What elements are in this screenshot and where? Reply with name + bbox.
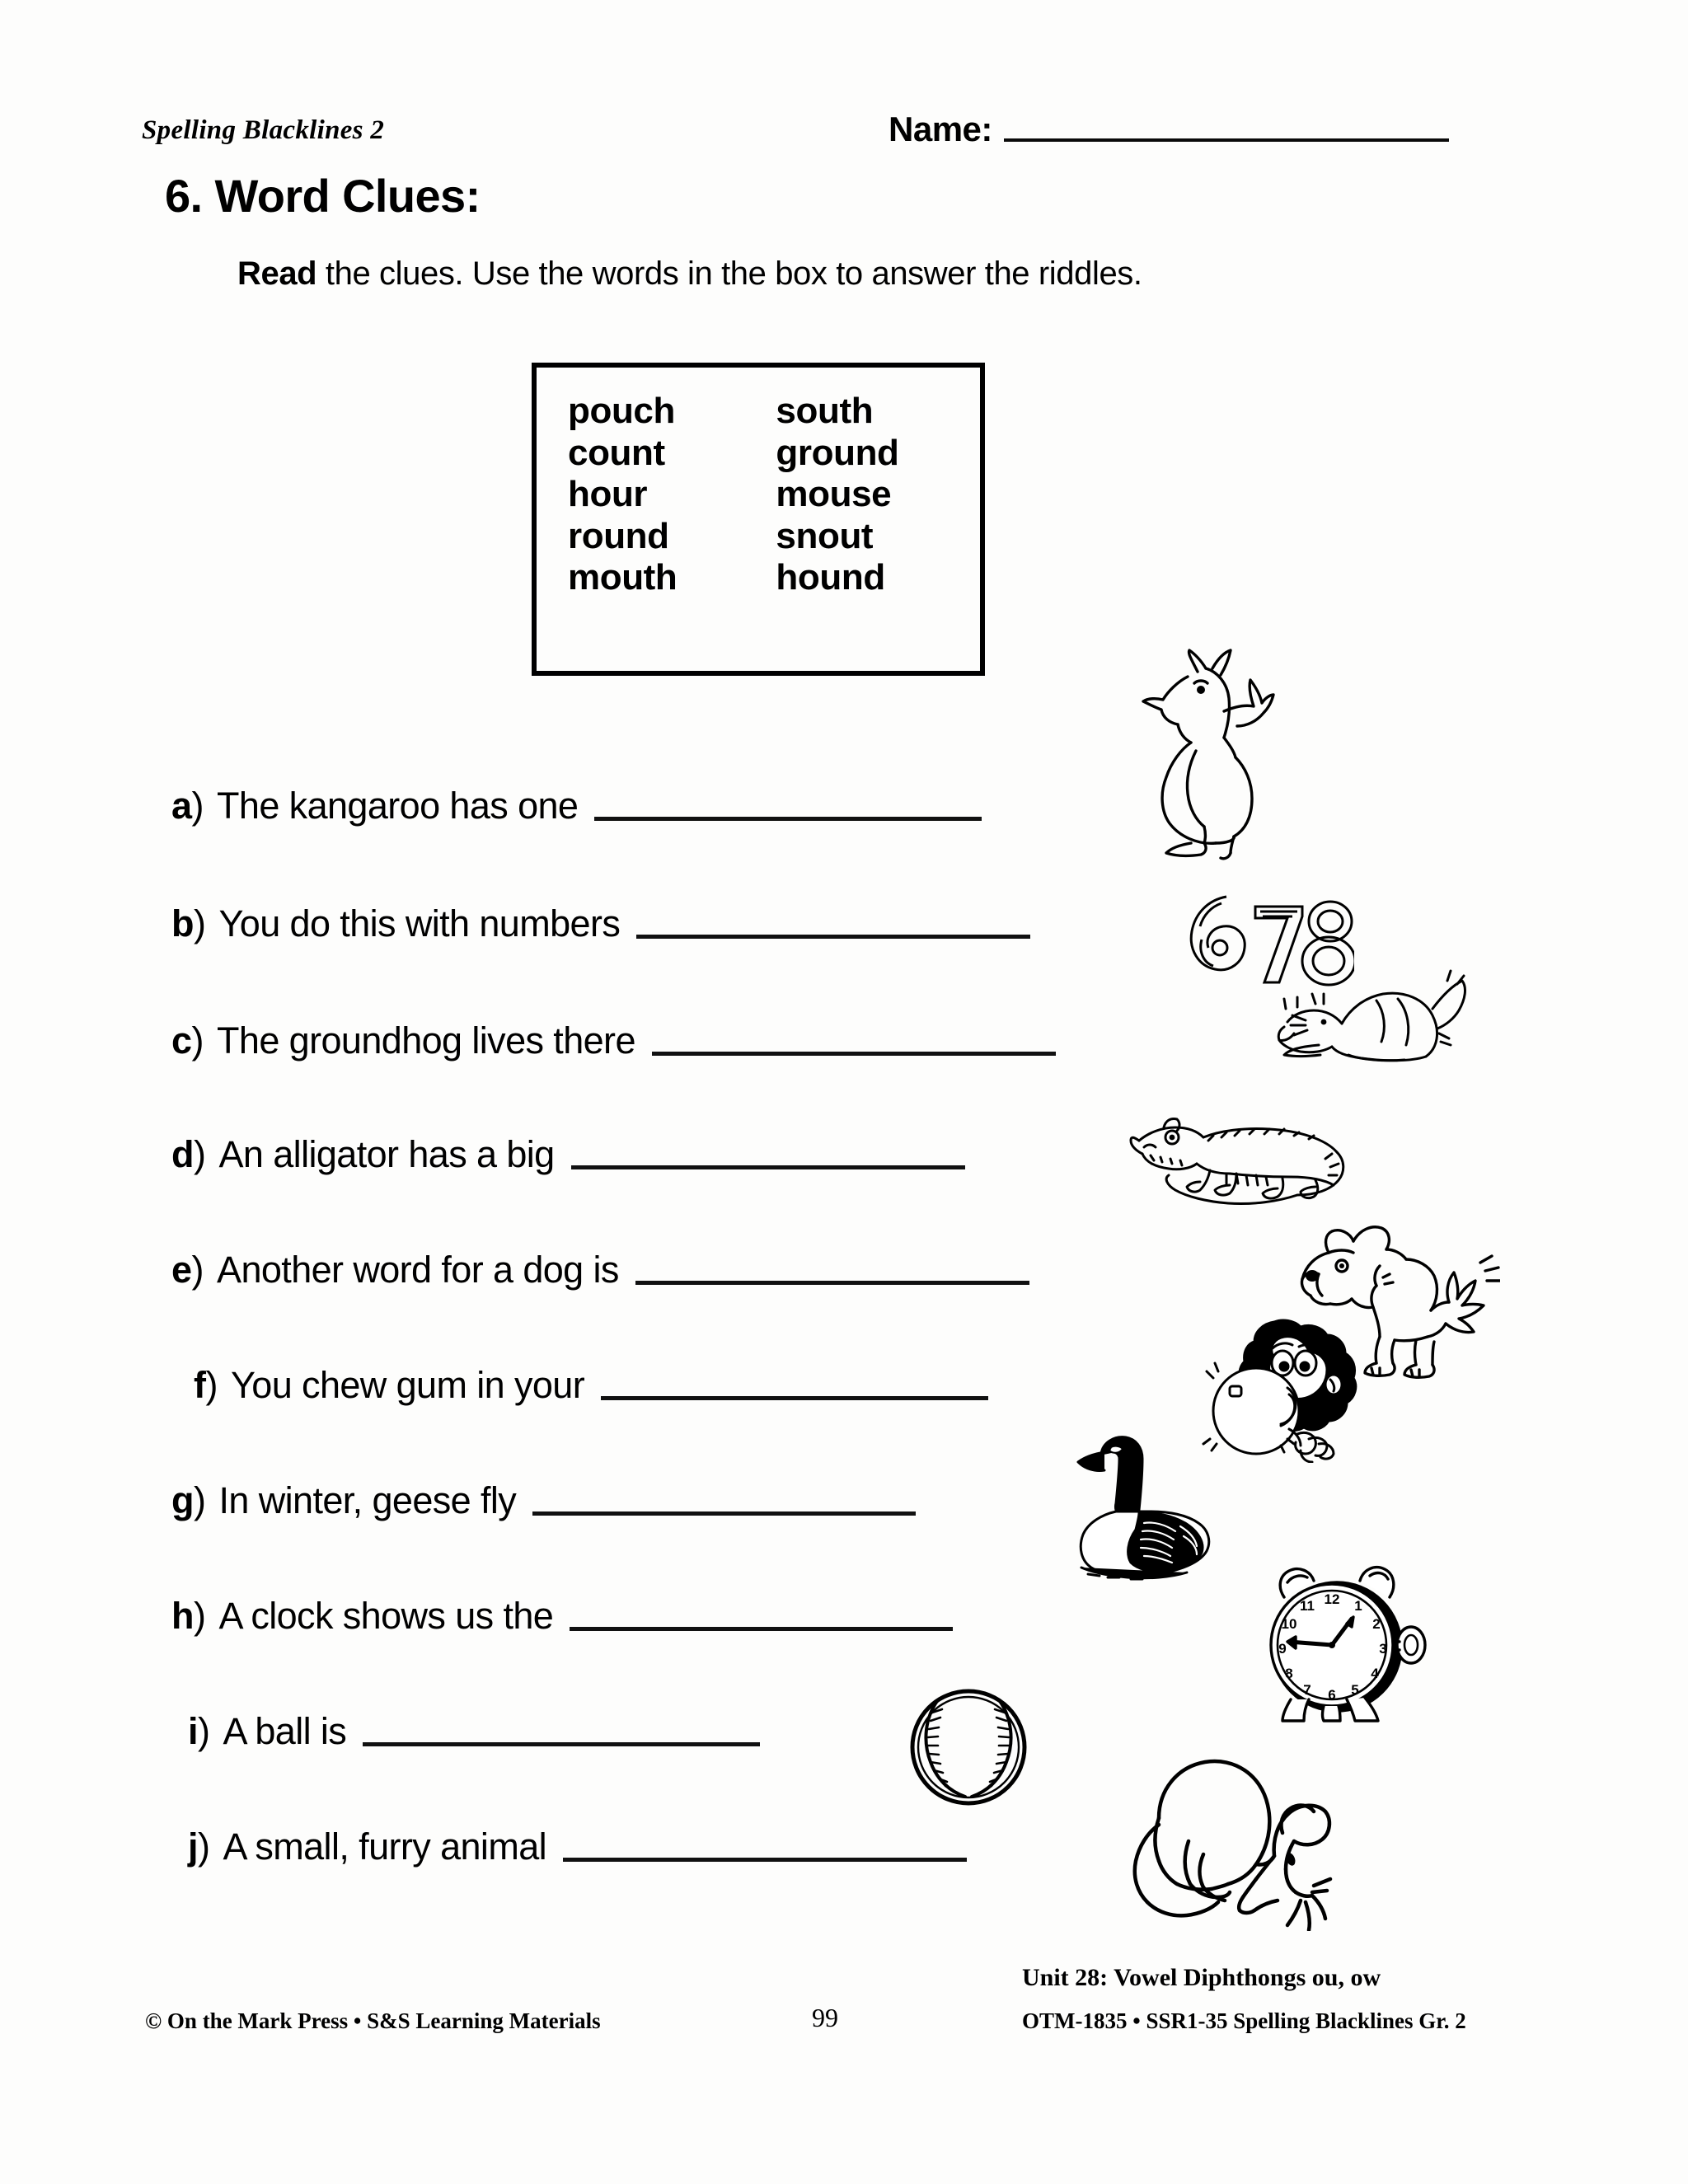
riddle-item-a [171, 785, 982, 827]
word-bank-column-left [568, 391, 677, 599]
kangaroo-illustration [1109, 647, 1315, 861]
svg-text:8: 8 [1285, 1666, 1293, 1681]
riddle-item-h [171, 1595, 953, 1637]
svg-text:3: 3 [1379, 1641, 1387, 1657]
riddle-item-d [171, 1133, 965, 1175]
riddle-item-e [171, 1249, 1029, 1291]
riddle-marker: f) [194, 1364, 218, 1406]
riddle-clue: You do this with numbers [218, 902, 621, 944]
riddle-item-f [194, 1366, 988, 1404]
svg-text:12: 12 [1324, 1591, 1340, 1607]
riddle-clue: In winter, geese fly [218, 1479, 517, 1521]
riddle-item-i [188, 1710, 760, 1752]
riddle-marker: h) [171, 1595, 206, 1637]
svg-text:5: 5 [1351, 1682, 1359, 1698]
riddle-marker: c) [171, 1019, 204, 1062]
mouse-illustration [1111, 1754, 1334, 1931]
riddle-answer-blank[interactable] [636, 935, 1030, 939]
riddle-answer-blank[interactable] [563, 1858, 967, 1862]
riddle-item-b [171, 902, 1030, 944]
word-bank-item: hound [776, 557, 885, 598]
word-bank-item: round [568, 515, 669, 556]
instruction-remainder: the clues. Use the words in the box to answer the riddles. [316, 255, 1142, 292]
riddle-clue: A clock shows us the [218, 1595, 554, 1637]
word-bank-item: mouth [568, 557, 678, 598]
riddle-answer-blank[interactable] [570, 1627, 953, 1631]
word-bank-item: south [776, 391, 874, 431]
instruction-text [237, 255, 1142, 293]
svg-text:11: 11 [1300, 1598, 1315, 1614]
svg-text:4: 4 [1371, 1666, 1379, 1681]
riddle-answer-blank[interactable] [601, 1396, 988, 1400]
footer-copyright: © On the Mark Press • S&S Learning Materials [145, 2008, 601, 2033]
riddle-marker: a) [171, 785, 204, 827]
riddle-marker: d) [171, 1133, 206, 1175]
riddle-answer-blank[interactable] [363, 1742, 760, 1746]
word-bank-item: pouch [568, 391, 675, 431]
word-bank-box [532, 363, 985, 676]
svg-text:7: 7 [1303, 1682, 1311, 1698]
riddle-item-j [188, 1825, 967, 1868]
riddle-answer-blank[interactable] [532, 1511, 916, 1516]
riddle-marker: j) [188, 1825, 210, 1868]
riddle-marker: e) [171, 1249, 204, 1291]
name-label: Name: [889, 110, 992, 148]
word-bank-column-right [776, 391, 898, 599]
riddle-answer-blank[interactable] [635, 1281, 1029, 1285]
riddle-clue: The kangaroo has one [217, 785, 579, 827]
riddle-item-c [171, 1019, 1056, 1062]
word-bank-item: snout [776, 515, 874, 556]
svg-text:2: 2 [1372, 1616, 1381, 1632]
page-number: 99 [812, 2003, 838, 2032]
word-bank-item: count [568, 432, 665, 473]
svg-text:1: 1 [1354, 1598, 1362, 1614]
riddle-clue: Another word for a dog is [217, 1249, 619, 1291]
riddle-answer-blank[interactable] [594, 817, 982, 821]
canada-goose-illustration [1071, 1436, 1236, 1588]
svg-text:10: 10 [1281, 1616, 1297, 1632]
riddle-clue: An alligator has a big [218, 1133, 555, 1175]
riddle-marker: b) [171, 902, 206, 944]
riddle-clue: The groundhog lives there [217, 1019, 635, 1062]
riddle-clue: A small, furry animal [223, 1825, 547, 1868]
word-bank-item: ground [776, 432, 899, 473]
word-bank-item: mouse [776, 474, 892, 515]
groundhog-illustration [1269, 963, 1484, 1070]
riddle-answer-blank[interactable] [652, 1052, 1056, 1056]
riddle-clue: You chew gum in your [231, 1364, 585, 1406]
word-bank-item: hour [568, 474, 648, 515]
footer-product-code: OTM-1835 • SSR1-35 Spelling Blacklines Gr. 2 [1022, 2008, 1466, 2033]
svg-text:6: 6 [1328, 1687, 1336, 1703]
alligator-illustration [1129, 1113, 1356, 1212]
alarm-clock-illustration [1254, 1558, 1448, 1722]
instruction-keyword: Read [237, 255, 317, 292]
footer-unit-title: Unit 28: Vowel Diphthongs ou, ow [1022, 1964, 1381, 1991]
riddle-item-g [171, 1479, 916, 1521]
name-input-line[interactable] [1004, 138, 1449, 142]
word-bank-columns [568, 391, 899, 599]
riddle-marker: g) [171, 1479, 206, 1521]
page-title: 6. Word Clues: [165, 170, 481, 222]
riddle-answer-blank[interactable] [571, 1165, 965, 1169]
riddle-marker: i) [188, 1710, 210, 1752]
baseball-illustration [903, 1681, 1034, 1813]
riddle-clue: A ball is [223, 1710, 347, 1752]
name-field-group [889, 112, 1449, 147]
svg-text:9: 9 [1278, 1641, 1287, 1657]
series-title: Spelling Blacklines 2 [142, 115, 385, 145]
